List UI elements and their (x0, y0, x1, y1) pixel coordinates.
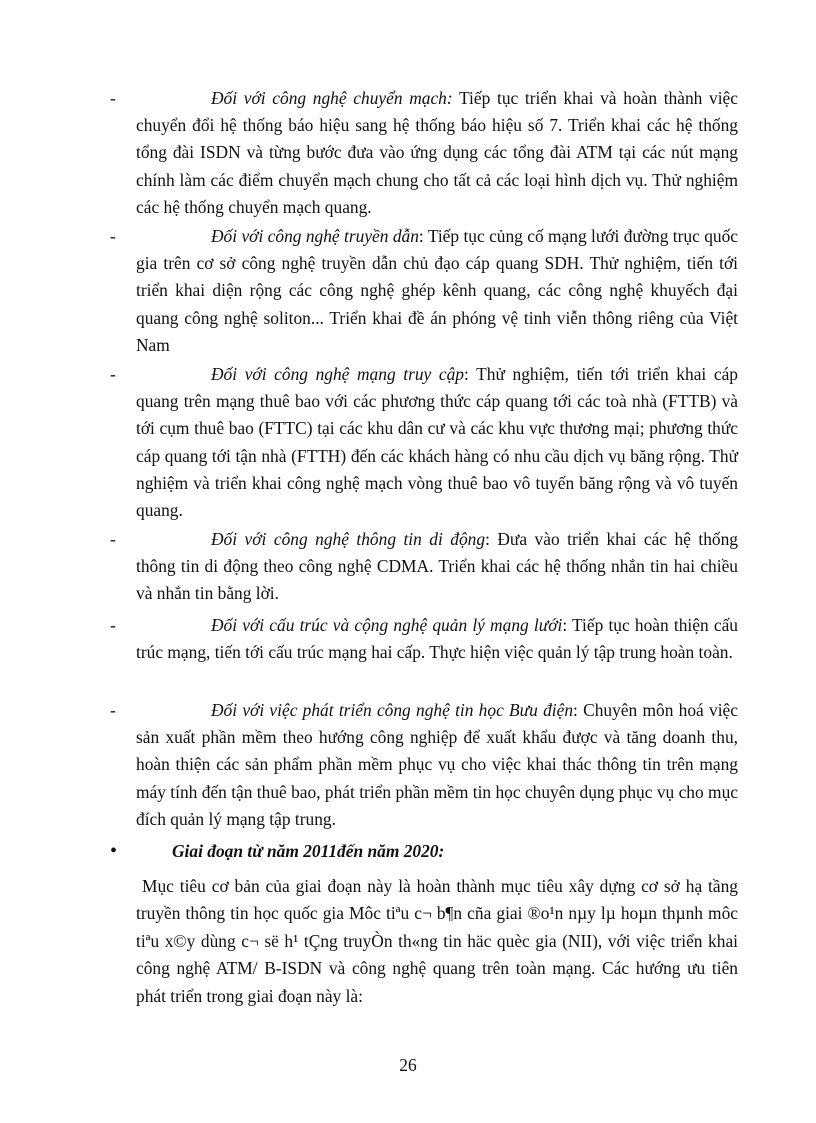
list-dash: - (110, 700, 116, 720)
item-text: : Chuyên môn hoá việc sản xuất phần mềm theo hướng công nghiệp để xuất khẩu được và tăng doanh thu, hoàn thiện các sản phẩm phần mềm phục vụ cho việc khai thác thông tin trên mạng máy tính đến tận thuê bao, phát triển phần mềm tin học chuyên dụng phục vụ cho mục đích quản lý mạng tập trung. (136, 700, 738, 829)
body-paragraph (136, 873, 738, 1010)
bullet-icon: • (110, 840, 118, 862)
item-label: Đối với công nghệ mạng truy cập (211, 364, 465, 384)
item-label: Đối với cấu trúc và cộng nghệ quản lý mạng lưới (211, 615, 563, 635)
list-item (136, 612, 738, 666)
list-item (136, 223, 738, 359)
item-text: Tiếp tục triển khai và hoàn thành việc chuyển đổi hệ thống báo hiệu sang hệ thống báo hiệu số 7. Triển khai các hệ thống tổng đài ISDN và từng bước đưa vào ứng dụng các tổng đài ATM tại các nút mạng chính làm các điểm chuyển mạch chung cho tất cả các loại hình dịch vụ. Thử nghiệm các hệ thống chuyển mạch quang. (136, 88, 738, 217)
list-dash: - (110, 529, 116, 549)
item-label: Đối với công nghệ truyền dẫn (211, 226, 419, 246)
list-dash: - (110, 88, 116, 108)
list-dash: - (110, 364, 116, 384)
item-label: Đối với công nghệ thông tin di động (211, 529, 486, 549)
list-dash: - (110, 615, 116, 635)
list-item (136, 361, 738, 524)
list-item (136, 526, 738, 608)
item-text: : Tiếp tục củng cố mạng lưới đường trục quốc gia trên cơ sở công nghệ truyền dẫn chủ đạo cáp quang SDH. Thử nghiệm, tiến tới triển khai diện rộng các công nghệ ghép kênh quang, các công nghệ khuyếch đại quang công nghệ soliton... Triển khai đề án phóng vệ tinh viễn thông riêng của Việt Nam (136, 226, 739, 355)
item-label: Đối với việc phát triển công nghệ tin học Bưu điện (211, 700, 574, 720)
item-text: : Tiếp tục hoàn thiện cấu trúc mạng, tiến tới cấu trúc mạng hai cấp. Thực hiện việc quản lý tập trung hoàn toàn. (136, 615, 738, 663)
paragraph-text: Mục tiêu cơ bản của giai đoạn này là hoàn thành mục tiêu xây dựng cơ sở hạ tầng truyền thông tin học quốc gia Môc tiªu c¬ b¶n cña giai ®o¹n nµy lµ hoµn thµnh môc tiªu x©y dùng c¬ së h¹ tÇng truyÒn th«ng tin häc quèc gia (NII), với việc triển khai công nghệ ATM/ B-ISDN và công nghệ quang trên toàn mạng. Các hướng ưu tiên phát triển trong giai đoạn này là: (136, 876, 738, 1006)
section-heading: Giai đoạn từ năm 2011đến năm 2020: (172, 841, 445, 861)
list-dash: - (110, 226, 116, 246)
list-item (136, 85, 738, 221)
page-number: 26 (399, 1055, 417, 1075)
item-text: : Thử nghiệm, tiến tới triển khai cáp quang trên mạng thuê bao với các phương thức cáp quang tới các toà nhà (FTTB) và tới cụm thuê bao (FTTC) tại các khu dân cư và các khu vực thương mại; phương thức cáp quang tới tận nhà (FTTH) đến các khách hàng có nhu cầu dịch vụ băng rộng. Thử nghiệm và triển khai công nghệ mạch vòng thuê bao vô tuyến băng rộng và vô tuyến quang. (136, 364, 738, 521)
list-item (136, 697, 738, 833)
item-text: : Đưa vào triển khai các hệ thống thông tin di động theo công nghệ CDMA. Triển khai các hệ thống nhắn tin hai chiều và nhắn tin bằng lời. (136, 529, 738, 604)
item-label: Đối với công nghệ chuyển mạch: (211, 88, 453, 108)
